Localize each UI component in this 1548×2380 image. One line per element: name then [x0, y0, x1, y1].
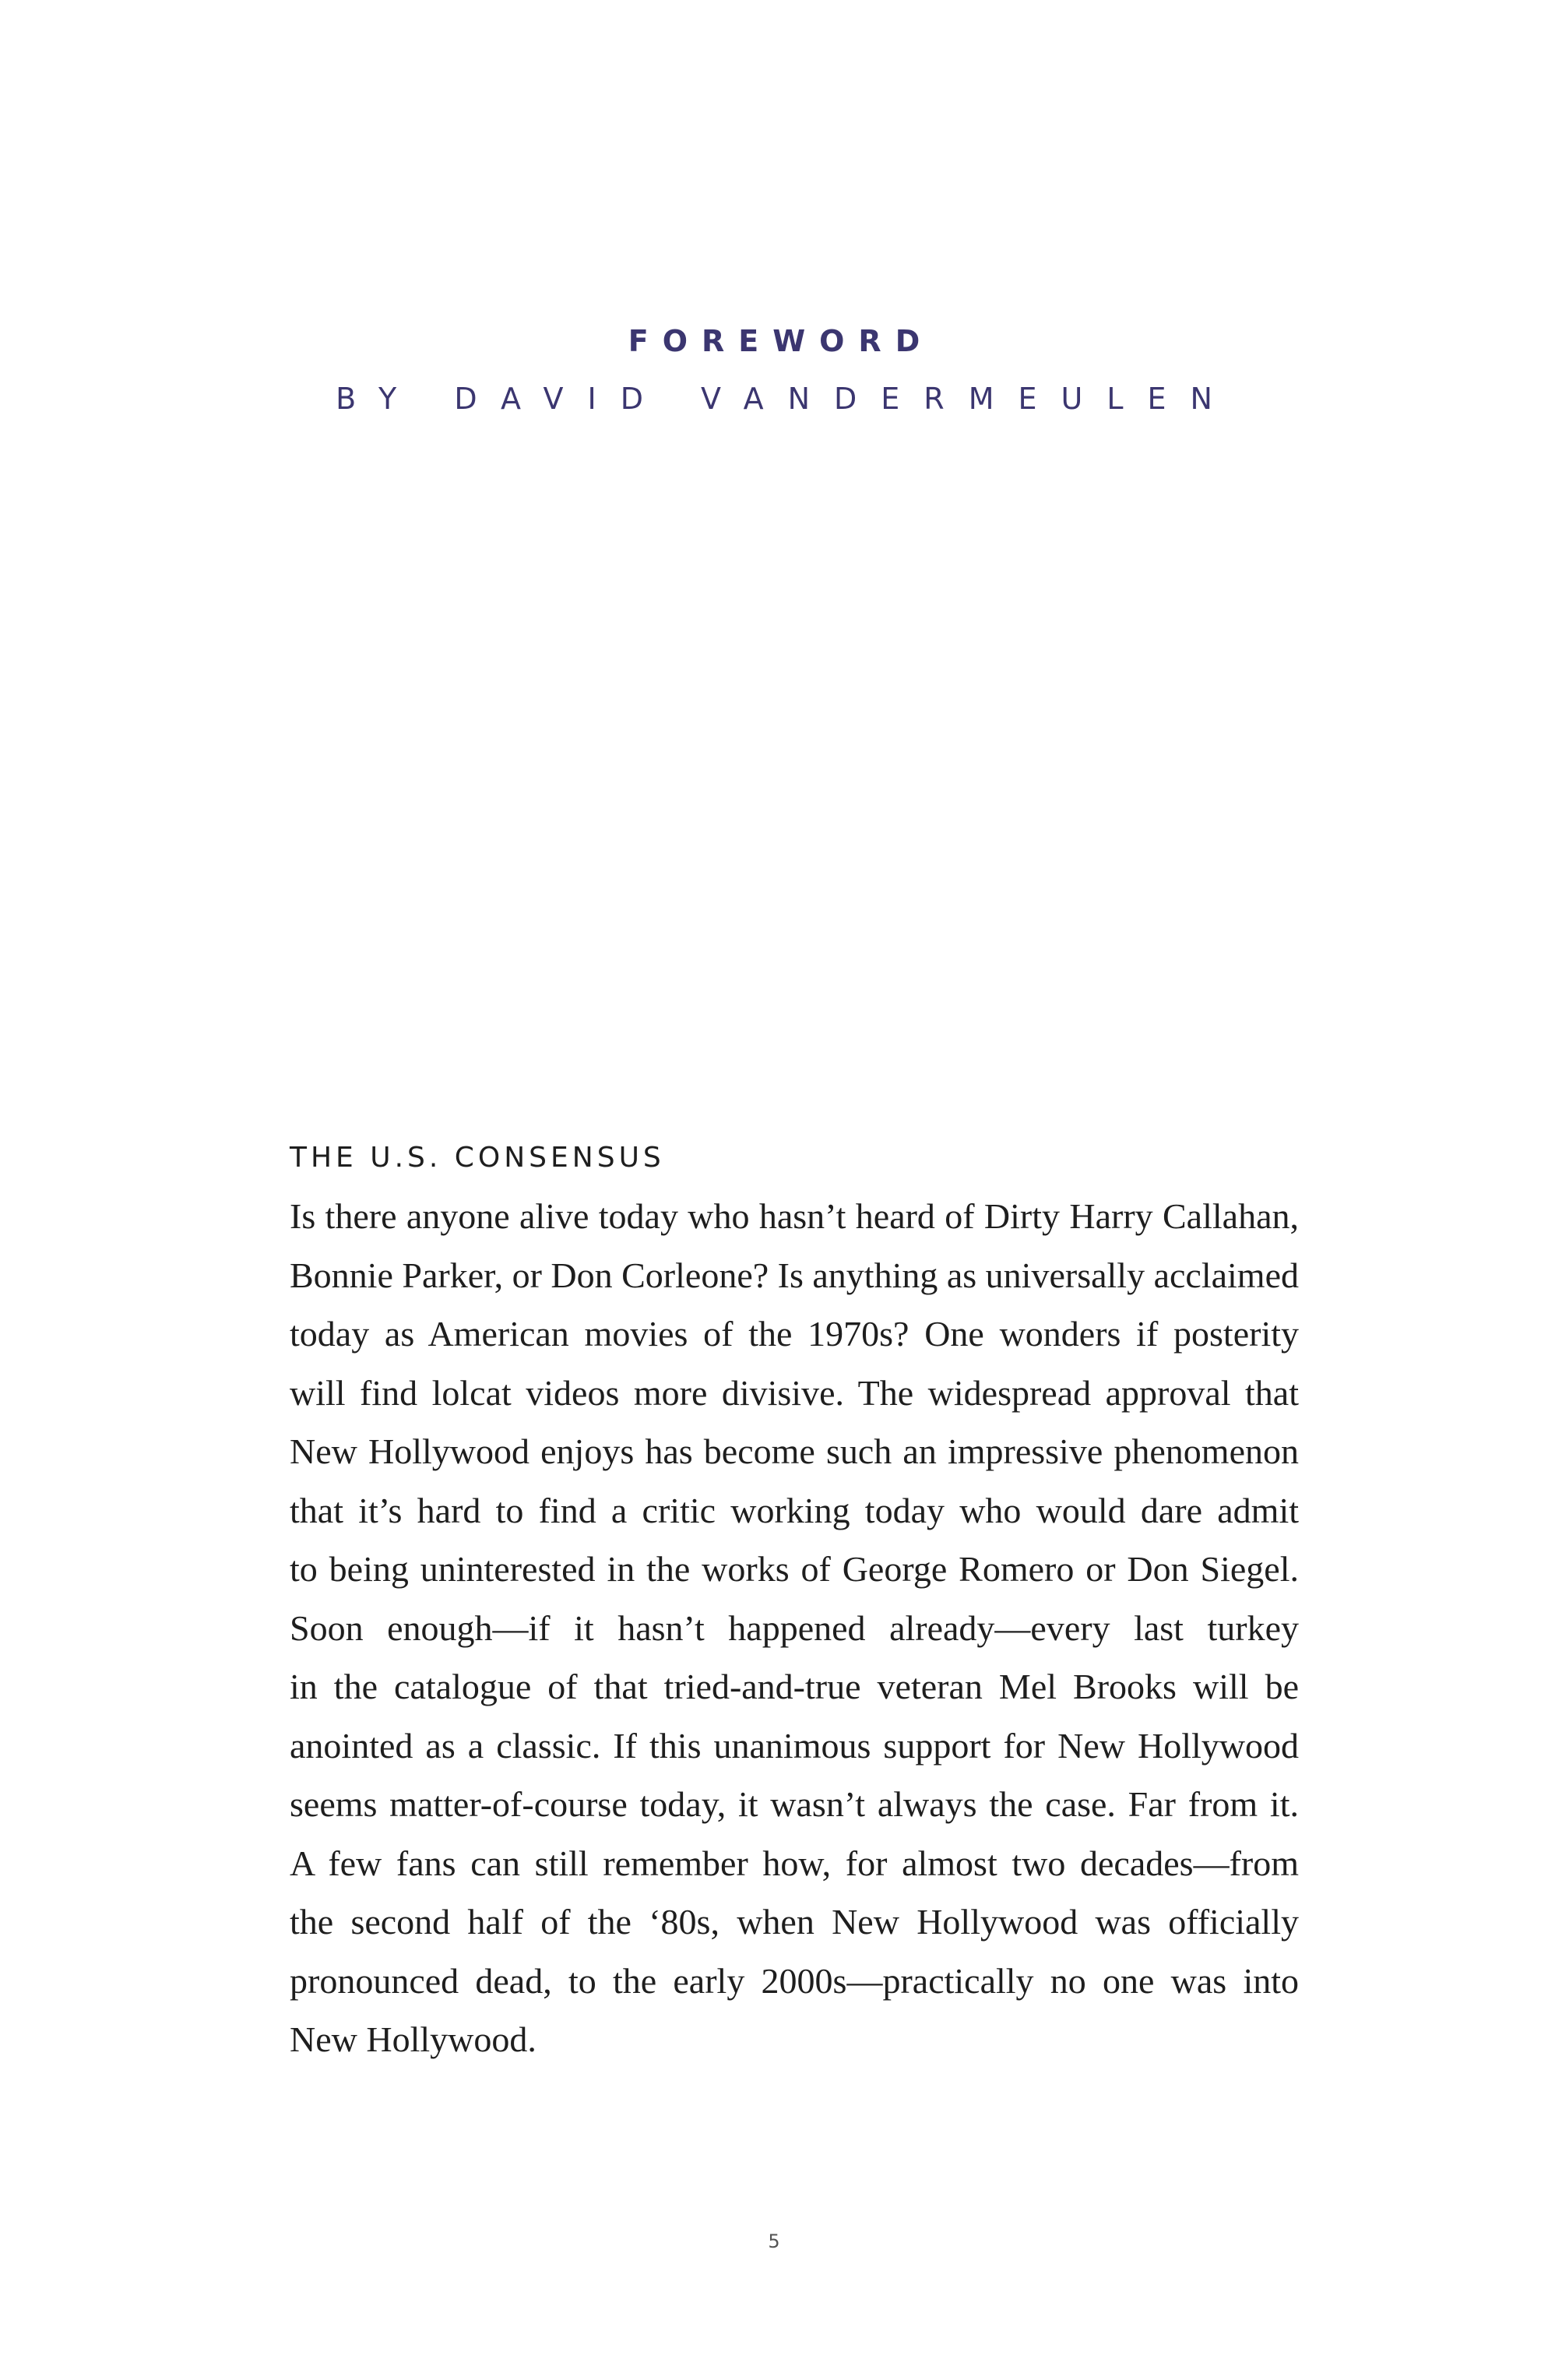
body-paragraph: [290, 1187, 1299, 2069]
body-line: the second half of the ‘80s, when New Hollywood was officially: [290, 1902, 1299, 1942]
body-line: to being uninterested in the works of George Romero or Don Siegel.: [290, 1549, 1299, 1589]
body-line: seems matter-of-course today, it wasn’t always the case. Far from it.: [290, 1784, 1299, 1824]
body-line: today as American movies of the 1970s? One wonders if posterity: [290, 1314, 1299, 1354]
body-line: anointed as a classic. If this unanimous support for New Hollywood: [290, 1725, 1299, 1766]
body-line: A few fans can still remember how, for almost two decades—from: [290, 1843, 1299, 1883]
page-number: 5: [768, 2230, 780, 2252]
body-line: will find lolcat videos more divisive. The widespread approval that: [290, 1372, 1299, 1413]
body-line: pronounced dead, to the early 2000s—practically no one was into: [290, 1960, 1299, 2001]
body-line: in the catalogue of that tried-and-true veteran Mel Brooks will be: [290, 1667, 1299, 1706]
body-line: New Hollywood.: [290, 2019, 537, 2059]
body-line: that it’s hard to find a critic working today who would dare admit: [290, 1490, 1299, 1530]
body-line: New Hollywood enjoys has become such an impressive phenomenon: [290, 1431, 1299, 1471]
section-heading: THE U.S. CONSENSUS: [290, 1142, 665, 1174]
body-line: Is there anyone alive today who hasn’t heard of Dirty Harry Callahan,: [290, 1196, 1299, 1236]
chapter-byline: BY DAVID VANDERMEULEN: [336, 382, 1237, 416]
chapter-title: FOREWORD: [628, 324, 934, 358]
body-line: Bonnie Parker, or Don Corleone? Is anything as universally acclaimed: [290, 1255, 1299, 1295]
body-line: Soon enough—if it hasn’t happened already—every last turkey: [290, 1607, 1299, 1648]
